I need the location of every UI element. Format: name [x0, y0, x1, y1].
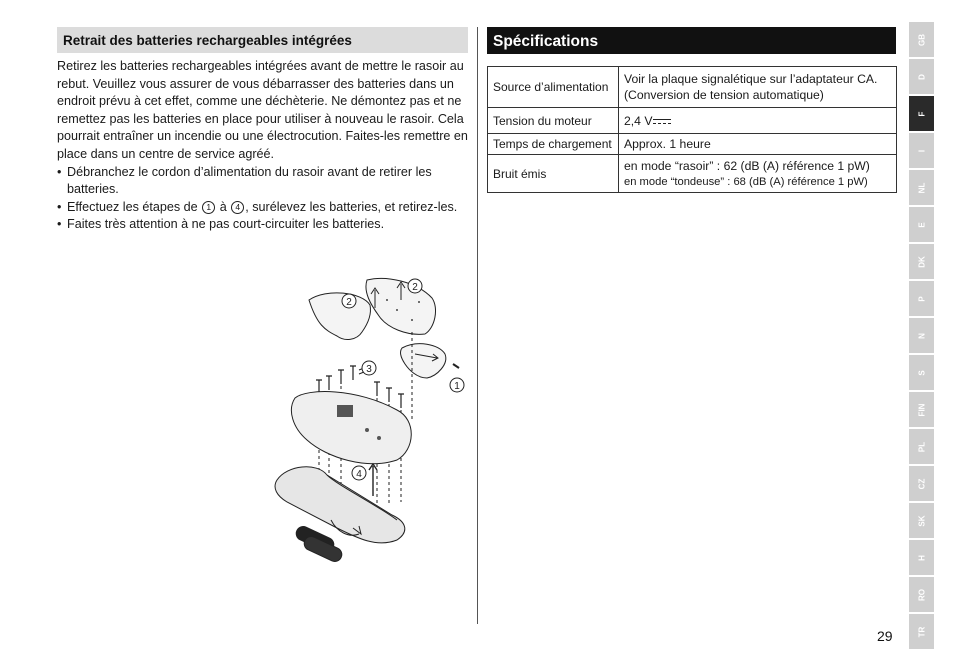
language-tab-label: DK	[917, 255, 926, 268]
bullet-steps	[57, 199, 468, 217]
callout-3-label: 3	[366, 364, 372, 375]
language-tab-n[interactable]	[909, 318, 934, 353]
specifications-table	[487, 66, 897, 193]
spec-key: Temps de chargement	[488, 134, 619, 155]
language-tab-label: TR	[917, 626, 926, 637]
step-circle-1: 1	[202, 201, 215, 214]
language-tab-s[interactable]	[909, 355, 934, 390]
spec-value-line: en mode “rasoir” : 62 (dB (A) référence 1 pW)	[624, 158, 870, 173]
battery-removal-body	[57, 58, 468, 234]
callout-circle-3	[362, 361, 376, 375]
step-circle-4: 4	[231, 201, 244, 214]
table-row	[488, 134, 897, 155]
inner-frame-part	[291, 392, 411, 464]
language-tab-i[interactable]	[909, 133, 934, 168]
specifications-heading: Spécifications	[487, 27, 896, 54]
spec-value-line: Voir la plaque signalétique sur l’adaptateur CA.	[624, 72, 878, 86]
language-tab-label: SK	[917, 514, 926, 527]
spec-value	[619, 108, 897, 134]
battery-removal-bullets	[57, 164, 468, 234]
language-tab-sk[interactable]	[909, 503, 934, 538]
battery-pair	[294, 524, 344, 564]
language-tab-label: NL	[917, 182, 926, 193]
language-tabs	[909, 22, 934, 651]
column-divider	[477, 27, 478, 624]
language-tab-ro[interactable]	[909, 577, 934, 612]
language-tab-p[interactable]	[909, 281, 934, 316]
bullet-steps-part-a: Effectuez les étapes de	[67, 199, 202, 214]
callout-circle-2-left	[342, 294, 356, 308]
language-tab-label: D	[917, 73, 926, 80]
language-tab-e[interactable]	[909, 207, 934, 242]
callout-circle-1	[450, 378, 464, 392]
language-tab-fin[interactable]	[909, 392, 934, 427]
spec-value-line: en mode “tondeuse” : 68 (dB (A) référence 1 pW)	[624, 175, 868, 188]
spec-value-line: (Conversion de tension automatique)	[624, 88, 824, 102]
language-tab-label: F	[917, 111, 926, 116]
language-tab-label: E	[917, 221, 926, 228]
page-number: 29	[877, 628, 893, 644]
battery-removal-section	[57, 27, 468, 234]
dc-symbol-icon	[653, 118, 671, 125]
screw-small	[453, 364, 459, 368]
language-tab-label: I	[917, 149, 926, 152]
callout-circle-4	[352, 466, 366, 480]
language-tab-pl[interactable]	[909, 429, 934, 464]
language-tab-nl[interactable]	[909, 170, 934, 205]
spec-value	[619, 155, 897, 193]
outer-cover-part	[309, 293, 370, 340]
table-row	[488, 108, 897, 134]
language-tab-f[interactable]	[909, 96, 934, 131]
battery-removal-heading: Retrait des batteries rechargeables intégrées	[57, 27, 468, 53]
language-tab-label: FIN	[917, 403, 926, 416]
language-tab-label: P	[917, 295, 926, 302]
trimmer-cap-part	[401, 344, 446, 378]
table-row	[488, 67, 897, 108]
language-tab-label: CZ	[917, 478, 926, 489]
spec-value-line: 2,4 V	[624, 113, 653, 128]
language-tab-h[interactable]	[909, 540, 934, 575]
bullet-unplug: • Débranchez le cordon d’alimentation du rasoir avant de retirer les batteries.	[57, 164, 468, 199]
bullet-short-circuit: • Faites très attention à ne pas court-circuiter les batteries.	[57, 216, 468, 234]
shaver-disassembly-illustration	[267, 270, 477, 570]
callout-circle-2-right	[408, 279, 422, 293]
language-tab-cz[interactable]	[909, 466, 934, 501]
bullet-steps-part-b: à	[216, 199, 231, 214]
language-tab-d[interactable]	[909, 59, 934, 94]
callout-1-label: 1	[454, 381, 460, 392]
language-tab-label: RO	[917, 588, 926, 601]
language-tab-tr[interactable]	[909, 614, 934, 649]
language-tab-gb[interactable]	[909, 22, 934, 57]
callout-4-label: 4	[356, 469, 362, 480]
language-tab-label: S	[917, 369, 926, 376]
bullet-steps-part-c: , surélevez les batteries, et retirez-les.	[245, 199, 458, 214]
language-tab-label: PL	[917, 441, 926, 452]
spec-value	[619, 67, 897, 108]
spec-key: Tension du moteur	[488, 108, 619, 134]
callout-2-left-label: 2	[346, 297, 352, 308]
spec-key: Bruit émis	[488, 155, 619, 193]
callout-2-right-label: 2	[412, 282, 418, 293]
language-tab-dk[interactable]	[909, 244, 934, 279]
language-tab-label: GB	[917, 33, 926, 46]
shaver-body-part	[275, 467, 405, 543]
language-tab-label: N	[917, 332, 926, 339]
language-tab-label: H	[917, 554, 926, 561]
table-row	[488, 155, 897, 193]
spec-value: Approx. 1 heure	[619, 134, 897, 155]
lift-arrow-battery	[369, 464, 377, 496]
battery-removal-paragraph: Retirez les batteries rechargeables intégrées avant de mettre le rasoir au rebut. Veuillez vous assurer de vous débarrasser des batteries dans un endroit prévu à cet effet, comme une déchèterie. Ne démontez pas et ne remettez pas les batteries en place pour utiliser à nouveau le rasoir. Cela pourrait entraîner un incendie ou une électrocution. Faites-les remettre en place dans un centre de service agréé.	[57, 59, 468, 161]
spec-key: Source d’alimentation	[488, 67, 619, 108]
specifications-section	[487, 27, 896, 193]
